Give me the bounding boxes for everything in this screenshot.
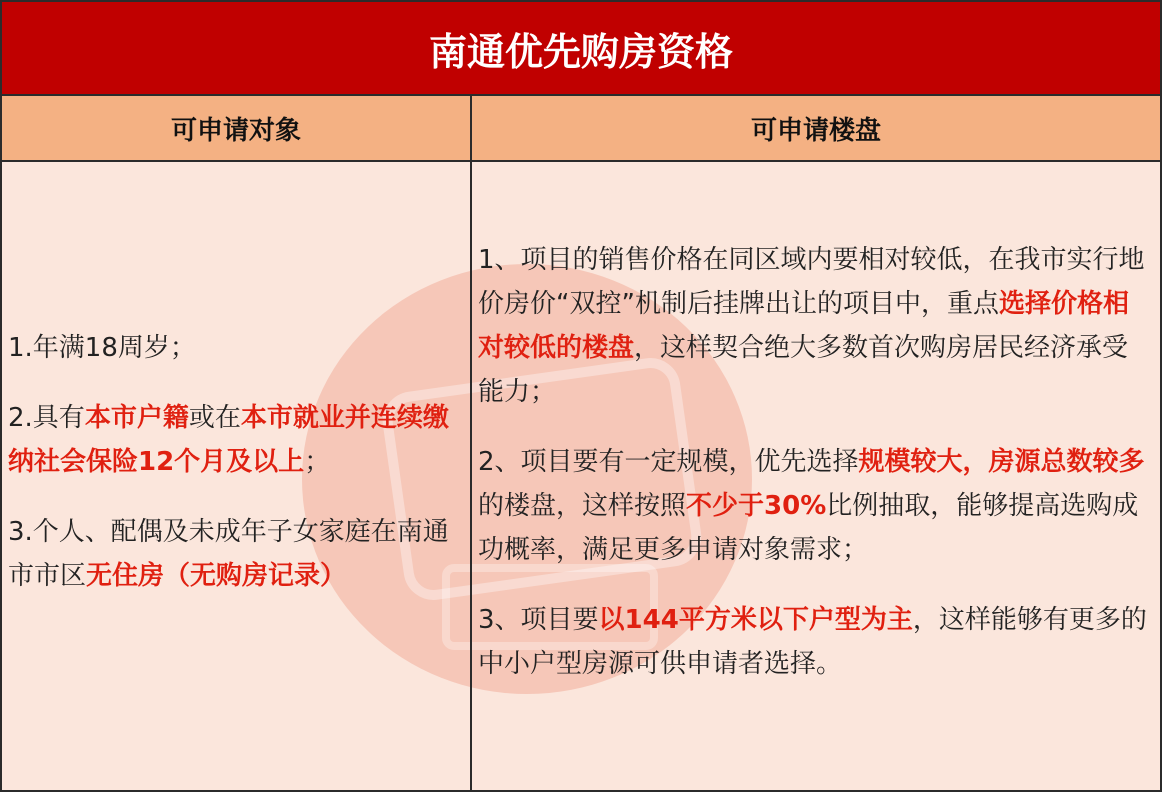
highlight-text: 本市户籍 xyxy=(84,403,189,433)
body-text: 的楼盘，这样按照 xyxy=(478,491,687,521)
body-text: 1、项目的销售价格在同区域内要相对较低，在我市实行地价房价“双控”机制后挂牌出让的项目中，重点 xyxy=(478,245,1145,319)
body-text: 比例抽取，能够提高选购成功概率，满足更多申请对象需求； xyxy=(478,491,1139,565)
body-text: 3.个人、配偶及未成年子女家庭在南通市市区 xyxy=(8,517,449,591)
header-properties: 可申请楼盘 xyxy=(472,96,1160,162)
property-condition-item-2 xyxy=(478,440,1154,572)
highlight-text: 规模较大，房源总数较多 xyxy=(858,447,1145,477)
applicant-condition-item-1 xyxy=(8,326,464,370)
properties-column xyxy=(472,162,1160,790)
property-condition-item-3 xyxy=(478,598,1154,686)
highlight-text: 本市就业并连续缴纳社会保险12个月及以上 xyxy=(8,403,449,477)
table-title: 南通优先购房资格 xyxy=(2,2,1160,96)
highlight-text: 选择价格相对较低的楼盘 xyxy=(478,289,1129,363)
body-text: ； xyxy=(304,447,331,477)
highlight-text: 以144平方米以下户型为主 xyxy=(598,605,913,635)
highlight-text: 无住房（无购房记录） xyxy=(86,561,347,591)
body-text: 2.具有 xyxy=(8,403,85,433)
body-text: ，这样能够有更多的中小户型房源可供申请者选择。 xyxy=(478,605,1147,679)
body-text: 2、项目要有一定规模，优先选择 xyxy=(478,447,859,477)
body-text: ，这样契合绝大多数首次购房居民经济承受能力； xyxy=(478,333,1129,407)
highlight-text: 不少于30% xyxy=(686,491,827,521)
body-text: 3、项目要 xyxy=(478,605,599,635)
applicant-condition-item-2 xyxy=(8,396,464,484)
applicants-column xyxy=(2,162,472,790)
body-text: 1.年满18周岁； xyxy=(8,333,196,363)
header-applicants: 可申请对象 xyxy=(2,96,472,162)
property-condition-item-1 xyxy=(478,238,1154,414)
applicant-condition-item-3 xyxy=(8,510,464,598)
body-text: 或在 xyxy=(188,403,241,433)
